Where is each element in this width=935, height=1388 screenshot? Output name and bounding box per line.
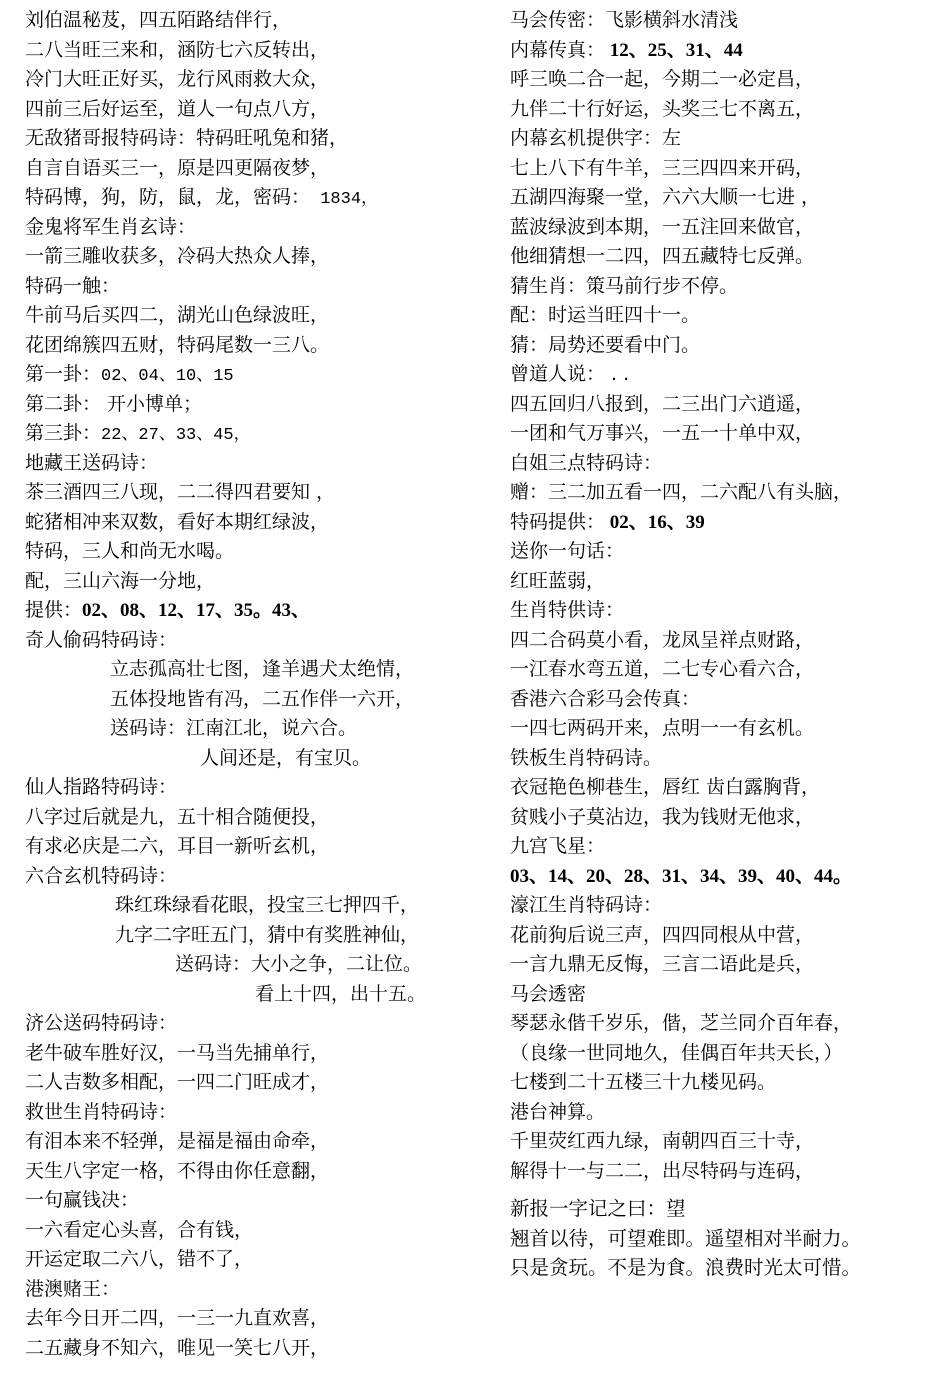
- line-text: 第二卦： 开小博单；: [25, 392, 203, 415]
- line-numbers: 02、04、10、15: [101, 367, 234, 386]
- line-text: 新报一字记之曰：望: [510, 1197, 686, 1220]
- line-text: 特码提供：: [510, 510, 606, 533]
- line-text: 香港六合彩马会传真：: [510, 687, 701, 710]
- spacer: [510, 1186, 930, 1194]
- text-line: [510, 124, 930, 154]
- line-text: 有泪本来不轻弹，是福是福由命牵，: [25, 1130, 330, 1152]
- line-text: 第一卦：: [25, 363, 102, 385]
- text-line: [510, 891, 930, 921]
- line-text: 二八当旺三来和，涵防七六反转出，: [25, 38, 330, 61]
- text-line: [25, 862, 495, 892]
- line-text: 花团绵簇四五财，特码尾数一三八。: [25, 333, 330, 356]
- text-line: [25, 1157, 495, 1187]
- text-line: [25, 419, 495, 449]
- text-line: [25, 832, 495, 862]
- text-line: [25, 685, 495, 715]
- text-line: [25, 1304, 495, 1334]
- line-text: 港澳赌王：: [25, 1277, 121, 1300]
- text-line: [25, 714, 495, 744]
- text-line: [510, 626, 930, 656]
- line-text: 四二合码莫小看，龙凤呈祥点财路，: [510, 628, 815, 651]
- line-text: 第三卦：: [25, 422, 102, 444]
- line-text: 二人吉数多相配，一四二门旺成才，: [25, 1071, 330, 1093]
- line-text: 猜生肖：策马前行步不停。: [510, 274, 739, 297]
- line-numbers: 02、16、39: [605, 511, 705, 533]
- line-text: 自言自语买三一，原是四更隔夜梦，: [25, 156, 330, 179]
- line-text: 只是贪玩。不是为食。浪费时光太可惜。: [510, 1256, 862, 1279]
- line-text: 港台神算。: [510, 1100, 606, 1123]
- text-line: [25, 1186, 495, 1216]
- line-text: 解得十一与二二，出尽特码与连码，: [510, 1159, 815, 1182]
- text-line: [25, 1245, 495, 1275]
- text-line: [510, 183, 930, 213]
- text-line: [25, 154, 495, 184]
- line-text: 他细猜想一二四，四五藏特七反弹。: [510, 245, 815, 267]
- text-line: [510, 508, 930, 538]
- text-line: [510, 95, 930, 125]
- line-text: 内幕传真：: [510, 38, 606, 61]
- line-text: 无敌猪哥报特码诗：特码旺吼兔和猪，: [25, 127, 349, 149]
- line-text: 去年今日开二四，一三一九直欢喜，: [25, 1307, 330, 1329]
- text-line: [25, 36, 495, 66]
- line-text: 蓝波绿波到本期，一五注回来做官，: [510, 215, 815, 238]
- line-text: 濠江生肖特码诗：: [510, 894, 663, 916]
- line-text: 刘伯温秘芨，四五陌路结伴行，: [25, 9, 292, 31]
- text-line: [510, 65, 930, 95]
- line-text: 白姐三点特码诗：: [510, 451, 663, 474]
- line-text: 救世生肖特码诗：: [25, 1100, 178, 1123]
- line-text: 内幕玄机提供字：左: [510, 127, 682, 149]
- text-line: [510, 1039, 930, 1069]
- line-text: 送你一句话：: [510, 540, 625, 562]
- line-text: 配，三山六海一分地，: [25, 569, 216, 592]
- text-line: [25, 950, 495, 980]
- text-line: [25, 95, 495, 125]
- text-line: [25, 65, 495, 95]
- text-line: [510, 1224, 930, 1254]
- text-line: [25, 508, 495, 538]
- line-text: 看上十四，出十五。: [255, 982, 427, 1005]
- text-line: [25, 921, 495, 951]
- text-line: [510, 832, 930, 862]
- text-line: [510, 272, 930, 302]
- line-text: 红旺蓝弱，: [510, 569, 606, 592]
- text-line: [25, 390, 495, 420]
- line-text: 七上八下有牛羊，三三四四来开码，: [510, 156, 815, 179]
- text-line: [510, 390, 930, 420]
- line-text: 一四七两码开来，点明一一有玄机。: [510, 717, 815, 739]
- line-text: 一六看定心头喜，合有钱，: [25, 1218, 254, 1241]
- line-text: 立志孤高壮七图，逢羊遇犬太绝情，: [110, 658, 415, 680]
- line-numbers: 03、14、20、28、31、34、39、40、44。: [510, 865, 853, 887]
- line-text: 赠：三二加五看一四，二六配八有头脑，: [510, 481, 853, 503]
- text-line: [510, 36, 930, 66]
- text-line: [510, 478, 930, 508]
- line-text: 贫贱小子莫沾边，我为钱财无他求，: [510, 805, 815, 828]
- line-text: 五体投地皆有冯，二五作伴一六开，: [110, 687, 415, 710]
- line-text: 特码，三人和尚无水喝。: [25, 540, 235, 562]
- text-line: [25, 124, 495, 154]
- text-line: [510, 1068, 930, 1098]
- line-text: 曾道人说： . .: [510, 363, 630, 385]
- line-text: 送码诗：江南江北，说六合。: [110, 717, 358, 739]
- text-line: [25, 242, 495, 272]
- line-text: 地藏王送码诗：: [25, 451, 159, 474]
- line-text: 猜：局势还要看中门。: [510, 333, 701, 356]
- text-line: [510, 596, 930, 626]
- line-text: 送码诗：大小之争，二让位。: [175, 953, 423, 975]
- text-line: [510, 301, 930, 331]
- line-text: 九伴二十行好运，头奖三七不离五，: [510, 97, 815, 120]
- text-line: [25, 1216, 495, 1246]
- line-text: 一言九鼎无反悔，三言二语此是兵，: [510, 953, 815, 975]
- line-text: 马会透密: [510, 982, 587, 1005]
- text-line: [25, 1334, 495, 1364]
- line-text: 九字二字旺五门，猜中有奖胜神仙，: [115, 923, 420, 946]
- line-text: 呼三唤二合一起，今期二一必定昌，: [510, 68, 815, 90]
- line-text: 济公送码特码诗：: [25, 1012, 178, 1034]
- line-numbers: 1834，: [310, 190, 379, 209]
- line-text: （良缘一世同地久，佳偶百年共天长，）: [510, 1041, 843, 1064]
- line-text: 四前三后好运至，道人一句点八方，: [25, 97, 330, 120]
- text-line: [25, 891, 495, 921]
- text-line: [510, 803, 930, 833]
- text-line: [510, 419, 930, 449]
- line-text: 一箭三雕收获多，冷码大热众人捧，: [25, 245, 330, 267]
- text-line: [510, 537, 930, 567]
- line-text: 天生八字定一格，不得由你任意翻，: [25, 1159, 330, 1182]
- line-text: 老牛破车胜好汉，一马当先捕单行，: [25, 1041, 330, 1064]
- text-line: [25, 213, 495, 243]
- text-line: [25, 478, 495, 508]
- right-column: [510, 6, 930, 1283]
- line-text: 一团和气万事兴，一五一十单中双，: [510, 422, 815, 444]
- text-line: [510, 1253, 930, 1283]
- line-text: 奇人偷码特码诗：: [25, 628, 178, 651]
- text-line: [25, 1009, 495, 1039]
- text-line: [25, 537, 495, 567]
- text-line: [25, 1098, 495, 1128]
- text-line: [25, 567, 495, 597]
- line-text: 生肖特供诗：: [510, 599, 625, 621]
- text-line: [510, 714, 930, 744]
- text-line: [510, 567, 930, 597]
- text-line: [510, 213, 930, 243]
- line-text: 金鬼将军生肖玄诗：: [25, 215, 197, 238]
- text-line: [510, 331, 930, 361]
- text-line: [25, 655, 495, 685]
- text-line: [510, 1194, 930, 1224]
- text-line: [510, 154, 930, 184]
- line-text: 人间还是，有宝贝。: [200, 746, 372, 769]
- text-line: [25, 1127, 495, 1157]
- line-text: 茶三酒四三八现，二二得四君要知 ，: [25, 481, 336, 503]
- line-text: 翘首以待，可望难即。遥望相对半耐力。: [510, 1226, 862, 1250]
- line-text: 二五藏身不知六，唯见一笑七八开，: [25, 1336, 330, 1359]
- line-text: 牛前马后买四二，湖光山色绿波旺，: [25, 304, 330, 326]
- text-line: [25, 980, 495, 1010]
- text-line: [25, 183, 495, 213]
- text-line: [25, 626, 495, 656]
- line-numbers: 12、25、31、44: [605, 39, 743, 61]
- line-text: 一句赢钱决：: [25, 1189, 140, 1211]
- text-line: [25, 773, 495, 803]
- line-text: 六合玄机特码诗：: [25, 864, 178, 887]
- text-line: [510, 360, 930, 390]
- text-line: [510, 6, 930, 36]
- text-line: [25, 272, 495, 302]
- line-text: 七楼到二十五楼三十九楼见码。: [510, 1071, 777, 1093]
- line-text: 五湖四海聚一堂，六六大顺一七进 ，: [510, 186, 821, 208]
- text-line: [510, 685, 930, 715]
- text-line: [510, 242, 930, 272]
- line-text: 配：时运当旺四十一。: [510, 304, 701, 326]
- text-line: [25, 596, 495, 626]
- line-numbers: 02、08、12、17、35。43、: [82, 600, 311, 621]
- text-line: [510, 980, 930, 1010]
- text-line: [25, 1068, 495, 1098]
- line-text: 琴瑟永偕千岁乐，偕，芝兰同介百年春，: [510, 1012, 853, 1034]
- text-line: [25, 360, 495, 390]
- text-line: [510, 744, 930, 774]
- left-column: [25, 6, 495, 1363]
- line-text: 冷门大旺正好买，龙行风雨救大众，: [25, 68, 330, 90]
- text-line: [25, 1039, 495, 1069]
- line-text: 铁板生肖特码诗。: [510, 746, 663, 769]
- line-text: 开运定取二六八，错不了，: [25, 1248, 254, 1270]
- line-text: 蛇猪相冲来双数，看好本期红绿波，: [25, 510, 330, 533]
- line-text: 九宫飞星：: [510, 835, 606, 857]
- line-text: 花前狗后说三声，四四同根从中营，: [510, 923, 815, 946]
- text-line: [510, 655, 930, 685]
- text-line: [510, 1098, 930, 1128]
- line-text: 珠红珠绿看花眼，投宝三七押四千，: [115, 894, 420, 916]
- text-line: [25, 1275, 495, 1305]
- line-text: 有求必庆是二六，耳目一新听玄机，: [25, 835, 330, 857]
- text-line: [510, 1009, 930, 1039]
- text-line: [25, 331, 495, 361]
- text-line: [25, 803, 495, 833]
- text-line: [25, 301, 495, 331]
- line-text: 衣冠艳色柳巷生，唇红 齿白露胸背，: [510, 776, 821, 798]
- line-text: 四五回归八报到，二三出门六逍遥，: [510, 392, 815, 415]
- line-numbers: 22、27、33、45，: [101, 426, 251, 445]
- line-text: 千里荧红西九绿，南朝四百三十寺，: [510, 1130, 815, 1152]
- text-line: [510, 773, 930, 803]
- line-text: 一江春水弯五道，二七专心看六合，: [510, 658, 815, 680]
- line-text: 八字过后就是九，五十相合随便投，: [25, 805, 330, 828]
- text-line: [510, 449, 930, 479]
- line-text: 特码一触：: [25, 274, 121, 297]
- text-line: [25, 744, 495, 774]
- text-line: [510, 1127, 930, 1157]
- text-line: [510, 950, 930, 980]
- text-line: [510, 862, 930, 892]
- line-text: 仙人指路特码诗：: [25, 776, 178, 798]
- text-line: [25, 6, 495, 36]
- text-line: [510, 921, 930, 951]
- line-text: 马会传密：飞影横斜水清浅: [510, 9, 739, 31]
- text-line: [510, 1157, 930, 1187]
- line-text: 提供：: [25, 599, 83, 621]
- line-text: 特码博，狗，防，鼠，龙，密码：: [25, 186, 311, 208]
- text-line: [25, 449, 495, 479]
